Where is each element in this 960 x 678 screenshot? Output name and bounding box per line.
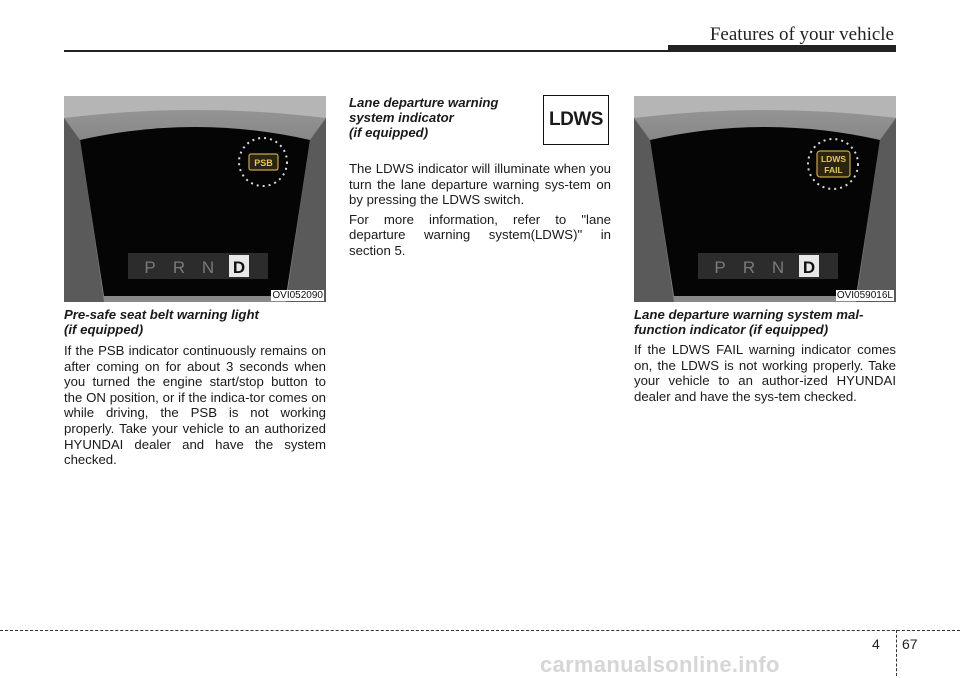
watermark: carmanualsonline.info bbox=[540, 652, 780, 677]
ldws-body bbox=[349, 161, 611, 259]
chapter-number: 4 bbox=[872, 636, 880, 652]
psb-cluster-figure bbox=[64, 96, 326, 302]
ldws-fail-paragraph: If the LDWS FAIL warning indicator comes on, the LDWS is not working properly. Take your vehicle to an author-ized HYUNDAI dealer and have the sys-tem checked. bbox=[634, 342, 896, 404]
ldws-fail-line1: LDWS bbox=[820, 154, 847, 164]
psb-cluster-illustration bbox=[64, 96, 326, 302]
gear-r: R bbox=[172, 258, 186, 277]
gear-d: D bbox=[802, 258, 816, 277]
header-rule bbox=[64, 50, 668, 52]
ldws-indicator-icon: LDWS bbox=[543, 95, 609, 145]
page-number: 67 bbox=[902, 636, 918, 652]
psb-paragraph: If the PSB indicator continuously remains on after coming on for about 3 seconds when you turned the engine start/stop button to the ON position, or if the indica-tor comes on while driving, the PSB is not working properly. Take your vehicle to an authorized HYUNDAI dealer and have the system checked. bbox=[64, 343, 326, 468]
gear-p: P bbox=[144, 258, 156, 277]
ldws-paragraph-1: The LDWS indicator will illuminate when you turn the lane departure warning sys-tem on by pressing the LDWS switch. bbox=[349, 161, 611, 208]
header-rule-thick bbox=[668, 45, 896, 52]
gear-d: D bbox=[232, 258, 246, 277]
ldws-heading: Lane departure warning system indicator (if equipped) bbox=[349, 95, 499, 140]
footer-divider bbox=[896, 630, 897, 676]
gear-p: P bbox=[714, 258, 726, 277]
ldws-paragraph-2: For more information, refer to "lane departure warning system(LDWS)" in section 5. bbox=[349, 211, 611, 258]
figure-code: OVI052090 bbox=[272, 290, 323, 301]
psb-indicator-label: PSB bbox=[254, 158, 273, 168]
ldws-fail-line2: FAIL bbox=[824, 165, 843, 175]
footer-rule bbox=[0, 630, 960, 631]
psb-heading: Pre-safe seat belt warning light (if equipped) bbox=[64, 307, 259, 337]
gear-r: R bbox=[742, 258, 756, 277]
gear-n: N bbox=[771, 258, 785, 277]
running-header: Features of your vehicle bbox=[709, 24, 894, 45]
ldws-fail-cluster-figure bbox=[634, 96, 896, 302]
gear-n: N bbox=[201, 258, 215, 277]
ldws-fail-cluster-illustration bbox=[634, 96, 896, 302]
ldws-fail-heading: Lane departure warning system mal- function indicator (if equipped) bbox=[634, 307, 864, 337]
figure-code: OVI059016L bbox=[836, 290, 893, 301]
